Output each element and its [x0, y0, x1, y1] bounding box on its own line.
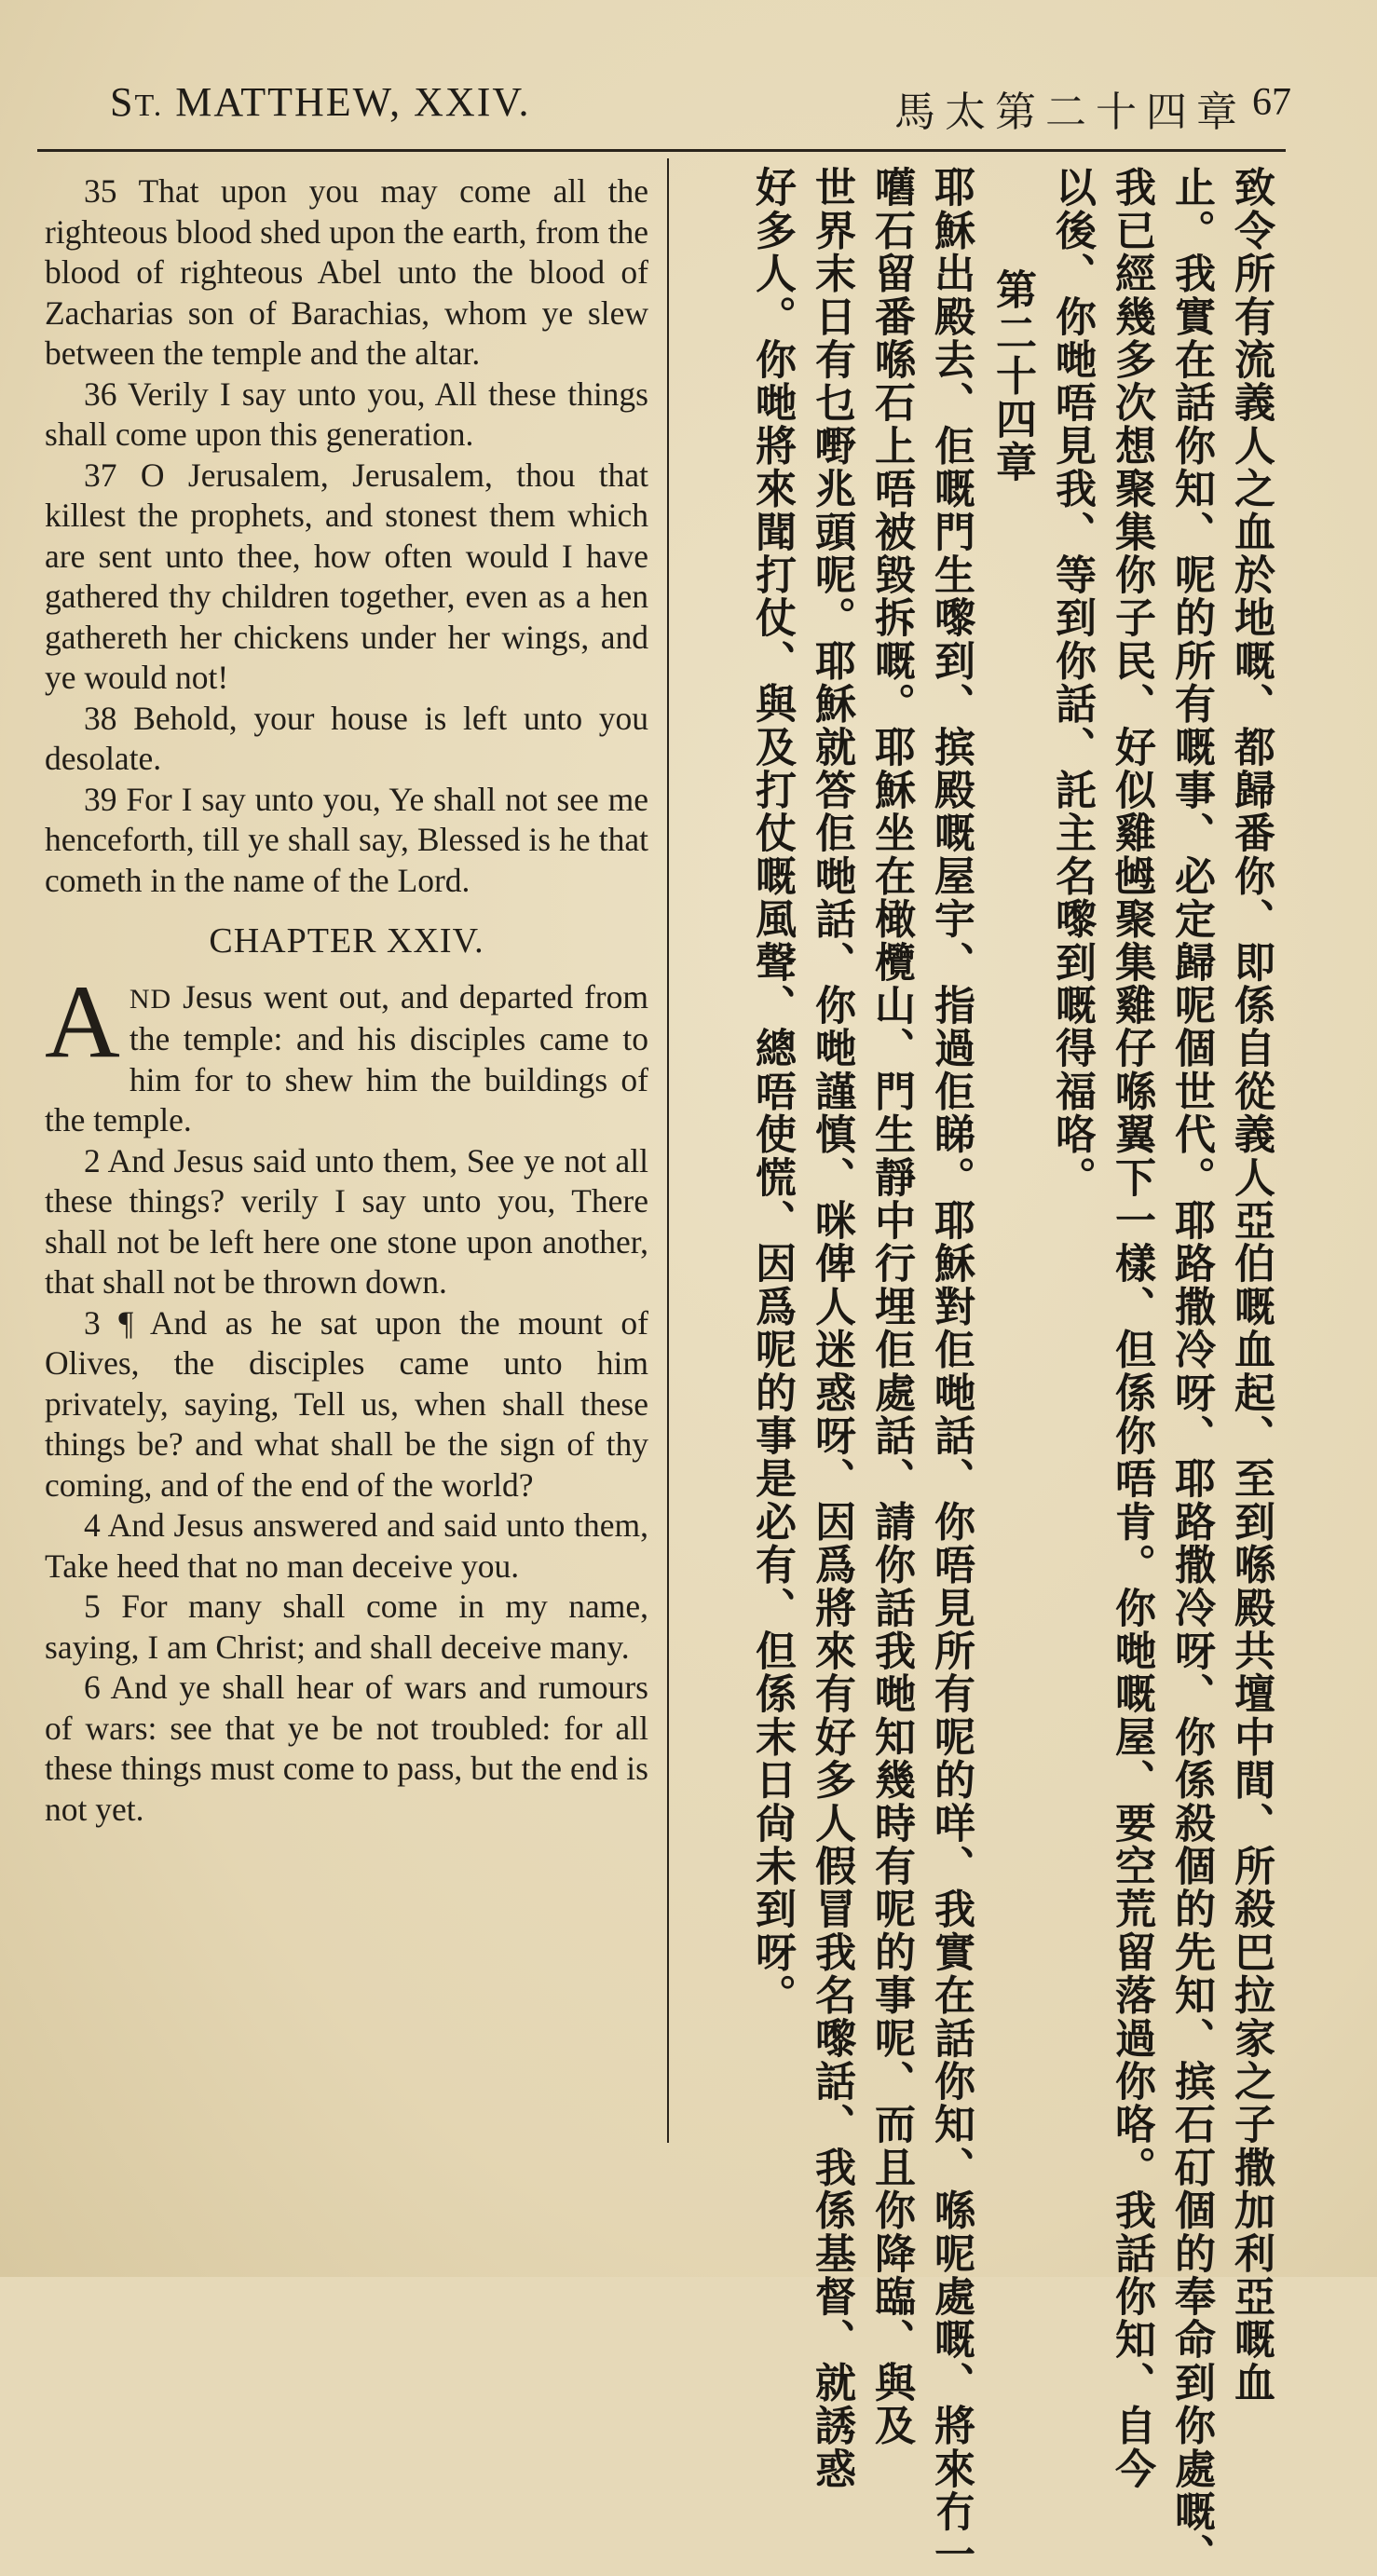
verse-39: 39 For I say unto you, Ye shall not see me henceforth, till ye shall say, Blessed is he that cometh in the name of the Lord. — [45, 780, 648, 899]
verse-4: 4 And Jesus answered and said unto them, Take heed that no man deceive you. — [45, 1506, 649, 1585]
chinese-line-2: 止。我實在話你知、呢的所有嘅事、必定歸呢個世代。耶路撒冷呀、耶路撒冷呀、你係殺個的先知、摈石矴個的奉命到你處嘅、 — [1167, 166, 1215, 2576]
verse-36: 36 Verily I say unto you, All these things shall come upon this generation. — [45, 375, 648, 453]
verse-5: 5 For many shall come in my name, saying, I am Christ; and shall deceive many. — [45, 1588, 649, 1666]
running-head-chinese: 馬太第二十四章 — [894, 89, 1247, 136]
english-text-column — [45, 171, 648, 1830]
chapter-heading: CHAPTER XXIV. — [209, 921, 484, 961]
verse-6: 6 And ye shall hear of wars and rumours of wars: see that ye be not troubled: for all these things must come to pass, but the end is not yet. — [45, 1669, 648, 1828]
running-head-english — [110, 78, 530, 126]
chinese-line-6: 嚿石留番喺石上唔被毀拆嘅。耶穌坐在橄欖山、門生靜中行埋佢處話、請你話我哋知幾時有呢的事呢、而且你降臨、與及 — [867, 166, 915, 2447]
verse-38: 38 Behold, your house is left unto you desolate. — [45, 699, 649, 777]
chinese-line-7: 世界末日有乜嘢兆頭呢。耶穌就答佢哋話、你哋謹慎、咪俾人迷惑呀、因爲將來有好多人假冒我名嚟話、我係基督、就誘惑 — [808, 166, 855, 2490]
verse-35: 35 That upon you may come all the righteous blood shed upon the earth, from the blood of righteous Abel unto the blood of Zacharias son of Barachias, whom ye slew between the temple and the altar. — [45, 172, 649, 372]
chinese-line-4: 以後、你哋唔見我、等到你話、託主名嚟到嘅得福咯。 — [1048, 166, 1096, 1199]
verse-37: 37 O Jerusalem, Jerusalem, thou that killest the prophets, and stonest them which are sent unto thee, how often would I have gathered thy children together, even as a hen gathereth her chickens under her wings, and ye would not! — [45, 456, 648, 696]
column-divider — [667, 158, 669, 2143]
running-head-prefix-small: T. — [134, 89, 164, 123]
verse-3: 3 ¶ And as he sat upon the mount of Olives, the disciples came unto him privately, saying, Tell us, when shall these things be? and what shall be the sign of thy coming, and of the end of the world? — [45, 1303, 649, 1504]
chinese-line-5: 耶穌出殿去、佢嘅門生嚟到、摈殿嘅屋宇、指過佢睇。耶穌對佢哋話、你唔見所有呢的咩、我實在話你知、喺呢處嘅、將來冇一 — [927, 166, 975, 2576]
running-head-prefix: S — [110, 79, 135, 125]
chinese-line-3: 我已經幾多次想聚集你子民、好似雞乸聚集雞仔喺翼下一樣、但係你唔肯。你哋嘅屋、要空荒留落過你咯。我話你知、自今 — [1108, 166, 1155, 2490]
verse-1: AND Jesus went out, and departed from the temple: and his disciples came to him for to shew him the buildings of the temple. — [45, 963, 648, 1138]
header-rule — [37, 149, 1286, 152]
chinese-line-1: 致令所有流義人之血於地嘅、都歸番你、即係自從義人亞伯嘅血起、至到喺殿共壇中間、所殺巴拉家之子撒加利亞嘅血 — [1227, 166, 1275, 2405]
chinese-chapter-heading: 第二十四章 — [988, 268, 1036, 484]
verse-2: 2 And Jesus said unto them, See ye not all these things? verily I say unto you, There shall not be left here one stone upon another, that shall not be thrown down. — [45, 1141, 648, 1301]
page-number: 67 — [1252, 81, 1291, 124]
drop-cap: A — [45, 963, 120, 1080]
running-head-title: MATTHEW, XXIV. — [163, 79, 531, 125]
chinese-line-8: 好多人。你哋將來聞打仗、與及打仗嘅風聲、總唔使慌、因爲呢的事是必有、但係末日尙未到呀。 — [748, 166, 796, 2017]
chinese-text-column — [689, 166, 1286, 2576]
